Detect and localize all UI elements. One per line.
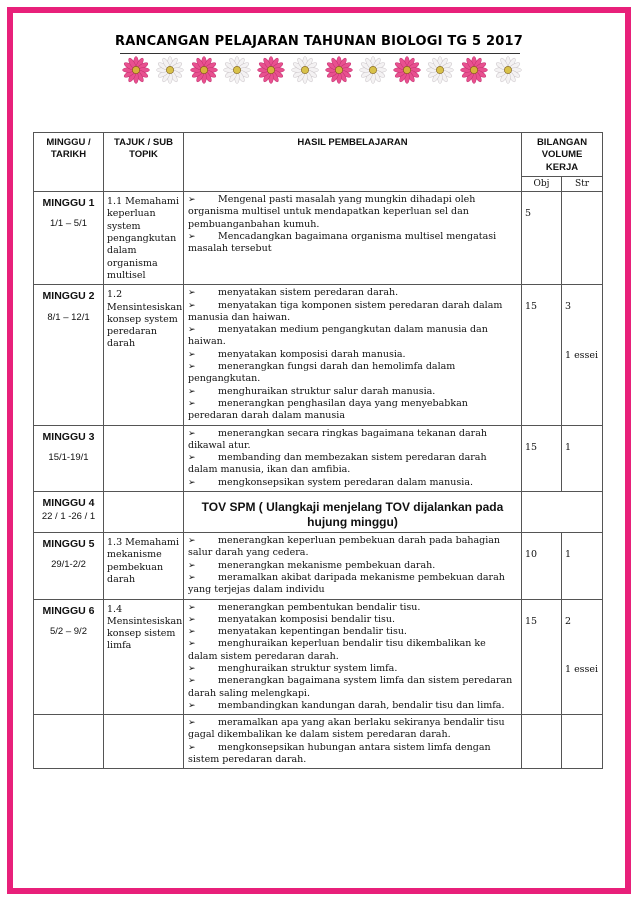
outcome-text: menyatakan sistem peredaran darah. [218, 287, 399, 299]
pink-flower-icon [190, 56, 218, 84]
str-cell [562, 599, 603, 715]
table-row [34, 285, 603, 425]
outcome-item [188, 452, 517, 477]
outcomes-cell [184, 425, 522, 491]
outcomes-cell [184, 599, 522, 715]
outcome-item [188, 361, 517, 386]
outcome-text: meramalkan apa yang akan berlaku sekiranya bendalir tisu gagal dikembalikan ke dalam sistem peredaran darah. [188, 717, 505, 741]
page-title: RANCANGAN PELAJARAN TAHUNAN BIOLOGI TG 5 2017 [115, 34, 523, 49]
obj-cell: 10 [522, 533, 562, 599]
outcome-text: menerangkan secara ringkas bagaimana tekanan darah dikawal atur. [188, 427, 487, 451]
pink-flower-icon [257, 56, 285, 84]
arrow-bullet-icon: ➢ [188, 676, 196, 687]
topic-cell: 1.2 Mensintesiskan konsep system peredaran darah [104, 285, 184, 425]
obj-cell [522, 715, 562, 769]
arrow-bullet-icon: ➢ [188, 349, 196, 360]
week-label: MINGGU 5 [42, 538, 95, 551]
outcome-item [188, 194, 517, 231]
white-flower-icon [156, 56, 184, 84]
outcome-text: membandingkan kandungan darah, bendalir tisu dan limfa. [218, 699, 505, 711]
outcomes-cell [184, 715, 522, 769]
outcome-text: menyatakan komposisi darah manusia. [218, 348, 406, 360]
outcome-item [188, 231, 517, 256]
lesson-plan-table [33, 132, 603, 769]
arrow-bullet-icon: ➢ [188, 572, 196, 583]
header-outcomes: HASIL PEMBELAJARAN [184, 133, 522, 192]
header-volume: BILANGAN VOLUME KERJA [522, 133, 603, 177]
arrow-bullet-icon: ➢ [188, 639, 196, 650]
outcome-text: membanding dan membezakan sistem peredaran darah dalam manusia, ikan dan amfibia. [188, 452, 487, 476]
outcome-item [188, 349, 517, 361]
outcome-item [188, 535, 517, 560]
essay-note: 1 essei [565, 349, 599, 361]
outcome-item [188, 602, 517, 614]
obj-cell: 15 [522, 599, 562, 715]
table-row [34, 425, 603, 491]
header-obj: Obj [522, 176, 562, 191]
outcome-text: Mencadangkan bagaimana organisma multisel mengatasi masalah tersebut [188, 231, 497, 255]
outcome-text: menyatakan medium pengangkutan dalam manusia dan haiwan. [188, 324, 488, 348]
outcome-text: menerangkan pembentukan bendalir tisu. [218, 601, 421, 613]
arrow-bullet-icon: ➢ [188, 718, 196, 729]
week-cell [34, 715, 104, 769]
arrow-bullet-icon: ➢ [188, 536, 196, 547]
str-count: 2 [565, 615, 572, 627]
outcome-text: menerangkan penghasilan daya yang menyebabkan peredaran darah dalam manusia [188, 397, 468, 422]
arrow-bullet-icon: ➢ [188, 386, 196, 397]
arrow-bullet-icon: ➢ [188, 288, 196, 299]
week-date: 1/1 – 5/1 [50, 218, 87, 230]
str-cell [562, 192, 603, 285]
tov-notice: TOV SPM ( Ulangkaji menjelang TOV dijalankan pada hujung minggu) [184, 492, 522, 533]
arrow-bullet-icon: ➢ [188, 627, 196, 638]
arrow-bullet-icon: ➢ [188, 663, 196, 674]
title-underline [120, 53, 520, 54]
arrow-bullet-icon: ➢ [188, 232, 196, 243]
outcome-item [188, 717, 517, 742]
table-row [34, 492, 603, 533]
obj-cell: 15 [522, 285, 562, 425]
arrow-bullet-icon: ➢ [188, 602, 196, 613]
outcome-text: menerangkan keperluan pembekuan darah pada bahagian salur darah yang cedera. [188, 535, 501, 559]
outcome-item [188, 398, 517, 423]
arrow-bullet-icon: ➢ [188, 398, 196, 409]
arrow-bullet-icon: ➢ [188, 477, 196, 488]
arrow-bullet-icon: ➢ [188, 560, 196, 571]
week-label: MINGGU 3 [42, 430, 95, 443]
outcome-item [188, 386, 517, 398]
week-date: 15/1-19/1 [48, 451, 89, 463]
white-flower-icon [291, 56, 319, 84]
outcome-text: menyatakan kepentingan bendalir tisu. [218, 626, 407, 638]
white-flower-icon [494, 56, 522, 84]
week-cell [34, 425, 104, 491]
header-str: Str [562, 176, 603, 191]
pink-flower-icon [122, 56, 150, 84]
outcome-item [188, 638, 517, 663]
arrow-bullet-icon: ➢ [188, 428, 196, 439]
essay-note: 1 essei [565, 663, 599, 675]
pink-flower-icon [460, 56, 488, 84]
week-cell [34, 285, 104, 425]
outcomes-cell [184, 533, 522, 599]
arrow-bullet-icon: ➢ [188, 742, 196, 753]
arrow-bullet-icon: ➢ [188, 300, 196, 311]
white-flower-icon [223, 56, 251, 84]
outcome-item [188, 675, 517, 700]
arrow-bullet-icon: ➢ [188, 700, 196, 711]
table-row [34, 599, 603, 715]
header-week: MINGGU / TARIKH [34, 133, 104, 192]
topic-cell: 1.4 Mensintesiskan konsep sistem limfa [104, 599, 184, 715]
str-cell [562, 533, 603, 599]
week-date: 29/1-2/2 [51, 559, 86, 571]
white-flower-icon [426, 56, 454, 84]
week-cell [34, 599, 104, 715]
flower-border-decoration [122, 56, 522, 84]
outcome-text: Mengenal pasti masalah yang mungkin dihadapi oleh organisma multisel untuk mendapatkan keperluan sel dan pembuanganbahan kumuh. [188, 194, 476, 230]
outcome-item [188, 614, 517, 626]
outcome-item [188, 477, 517, 489]
table-row [34, 533, 603, 599]
table-row [34, 192, 603, 285]
week-cell [34, 192, 104, 285]
outcome-item [188, 560, 517, 572]
topic-cell [104, 715, 184, 769]
week-cell [34, 492, 104, 533]
outcome-item [188, 287, 517, 299]
outcome-text: menyatakan komposisi bendalir tisu. [218, 613, 396, 625]
topic-cell [104, 492, 184, 533]
topic-cell [104, 425, 184, 491]
outcome-item [188, 324, 517, 349]
outcome-item [188, 742, 517, 767]
week-date: 8/1 – 12/1 [47, 311, 90, 323]
arrow-bullet-icon: ➢ [188, 195, 196, 206]
pink-flower-icon [325, 56, 353, 84]
outcome-text: menghuraikan keperluan bendalir tisu dikembalikan ke dalam sistem peredaran darah. [188, 638, 486, 662]
outcome-text: menerangkan bagaimana system limfa dan sistem peredaran darah saling melengkapi. [188, 675, 513, 699]
obj-cell: 5 [522, 192, 562, 285]
outcome-item [188, 428, 517, 453]
outcome-item [188, 572, 517, 597]
week-label: MINGGU 6 [42, 604, 95, 617]
topic-cell: 1.1 Memahami keperluan system pengangkutan dalam organisma multisel [104, 192, 184, 285]
header-topic: TAJUK / SUB TOPIK [104, 133, 184, 192]
outcome-item [188, 700, 517, 712]
arrow-bullet-icon: ➢ [188, 325, 196, 336]
arrow-bullet-icon: ➢ [188, 362, 196, 373]
outcome-text: menerangkan fungsi darah dan hemolimfa dalam pengangkutan. [188, 361, 456, 385]
week-date: 5/2 – 9/2 [50, 625, 87, 637]
white-flower-icon [359, 56, 387, 84]
outcomes-cell [184, 285, 522, 425]
outcome-text: mengkonsepsikan system peredaran dalam manusia. [218, 476, 473, 488]
str-count: 3 [565, 301, 572, 313]
str-cell [562, 285, 603, 425]
str-cell [562, 425, 603, 491]
obj-cell [522, 492, 603, 533]
outcome-item [188, 300, 517, 325]
topic-cell: 1.3 Memahami mekanisme pembekuan darah [104, 533, 184, 599]
outcome-text: menghuraikan struktur system limfa. [218, 662, 398, 674]
str-count: 1 [565, 441, 572, 453]
week-cell [34, 533, 104, 599]
str-cell [562, 715, 603, 769]
outcome-text: menghuraikan struktur salur darah manusia. [218, 385, 436, 397]
str-count: 1 [565, 549, 572, 561]
week-label: MINGGU 1 [42, 197, 95, 210]
week-label: MINGGU 4 [42, 497, 95, 510]
arrow-bullet-icon: ➢ [188, 614, 196, 625]
obj-cell: 15 [522, 425, 562, 491]
arrow-bullet-icon: ➢ [188, 453, 196, 464]
outcome-text: menerangkan mekanisme pembekuan darah. [218, 559, 436, 571]
week-date: 22 / 1 -26 / 1 [41, 511, 96, 523]
pink-flower-icon [393, 56, 421, 84]
outcome-text: meramalkan akibat daripada mekanisme pembekuan darah yang terjejas dalam individu [188, 571, 505, 596]
outcome-text: mengkonsepsikan hubungan antara sistem limfa dengan sistem peredaran darah. [188, 741, 491, 766]
week-label: MINGGU 2 [42, 290, 95, 303]
outcome-text: menyatakan tiga komponen sistem peredaran darah dalam manusia dan haiwan. [188, 299, 503, 323]
outcome-item [188, 626, 517, 638]
outcomes-cell [184, 192, 522, 285]
table-row [34, 715, 603, 769]
outcome-item [188, 663, 517, 675]
